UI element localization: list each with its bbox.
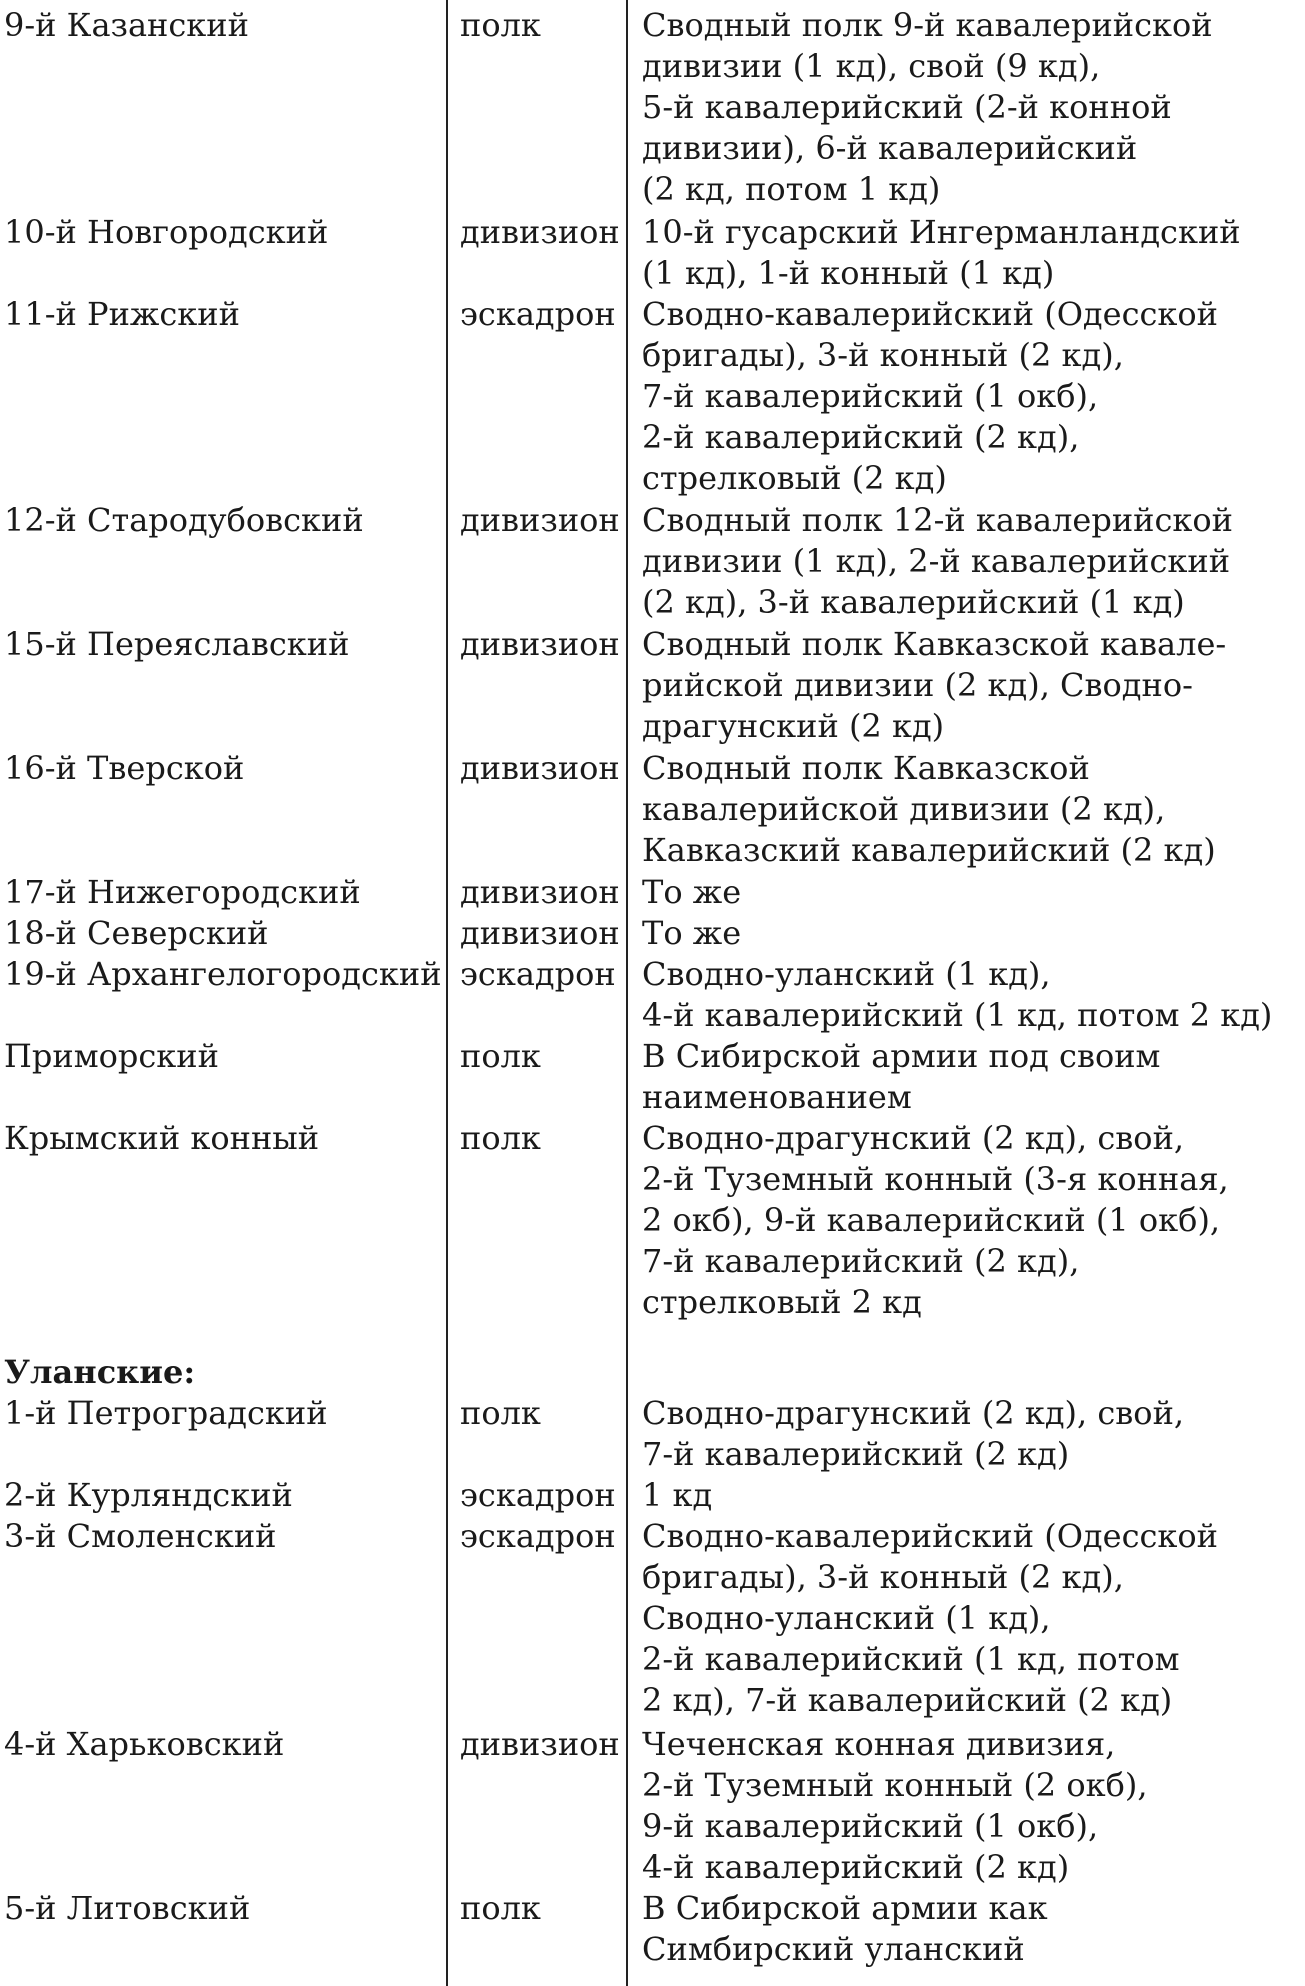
row-description-line: дивизии), 6-й кавалерийский	[642, 129, 1138, 167]
row-description-line: 4-й кавалерийский (1 кд, потом 2 кд)	[642, 996, 1273, 1034]
row-unit: дивизион	[460, 213, 620, 251]
column-divider-left	[446, 0, 448, 1986]
row-description-line: Сводно-кавалерийский (Одесской	[642, 1517, 1218, 1555]
row-unit: полк	[460, 1889, 541, 1927]
row-name: Приморский	[4, 1037, 219, 1075]
row-description-line: Симбирский уланский	[642, 1930, 1025, 1968]
row-description-line: Сводный полк Кавказской кавале-	[642, 625, 1227, 663]
row-description-line: (2 кд), 3-й кавалерийский (1 кд)	[642, 583, 1185, 621]
row-description-line: Сводно-драгунский (2 кд), свой,	[642, 1394, 1185, 1432]
row-unit: дивизион	[460, 749, 620, 787]
row-description-line: (2 кд, потом 1 кд)	[642, 170, 941, 208]
row-description-line: 7-й кавалерийский (2 кд),	[642, 1242, 1080, 1280]
column-divider-right	[626, 0, 628, 1986]
row-description-line: 7-й кавалерийский (1 окб),	[642, 377, 1099, 415]
row-unit: полк	[460, 6, 541, 44]
row-description-line: 9-й кавалерийский (1 окб),	[642, 1807, 1099, 1845]
row-name: 1-й Петроградский	[4, 1394, 328, 1432]
row-description-line: драгунский (2 кд)	[642, 707, 945, 745]
row-description-line: кавалерийской дивизии (2 кд),	[642, 790, 1166, 828]
section-heading: Уланские:	[4, 1353, 196, 1391]
row-description-line: стрелковый 2 кд	[642, 1283, 922, 1321]
row-description-line: 2-й Туземный конный (3-я конная,	[642, 1160, 1229, 1198]
row-unit: дивизион	[460, 625, 620, 663]
row-description-line: Сводно-уланский (1 кд),	[642, 955, 1051, 993]
row-unit: дивизион	[460, 914, 620, 952]
row-description-line: дивизии (1 кд), свой (9 кд),	[642, 47, 1101, 85]
row-description-line: 10-й гусарский Ингерманландский	[642, 213, 1241, 251]
row-unit: полк	[460, 1037, 541, 1075]
row-unit: дивизион	[460, 873, 620, 911]
row-description-line: 2-й кавалерийский (2 кд),	[642, 418, 1080, 456]
row-name: 11-й Рижский	[4, 295, 240, 333]
row-name: 2-й Курляндский	[4, 1476, 293, 1514]
row-description-line: То же	[642, 873, 742, 911]
row-description-line: Сводный полк Кавказской	[642, 749, 1090, 787]
row-name: Крымский конный	[4, 1119, 320, 1157]
row-description-line: бригады), 3-й конный (2 кд),	[642, 336, 1124, 374]
row-name: 15-й Переяславский	[4, 625, 350, 663]
row-description-line: Кавказский кавалерийский (2 кд)	[642, 831, 1216, 869]
row-unit: дивизион	[460, 1725, 620, 1763]
row-description-line: Сводно-уланский (1 кд),	[642, 1599, 1051, 1637]
row-description-line: наименованием	[642, 1078, 912, 1116]
row-description-line: 2-й кавалерийский (1 кд, потом	[642, 1640, 1180, 1678]
row-name: 9-й Казанский	[4, 6, 249, 44]
row-description-line: 2 окб), 9-й кавалерийский (1 окб),	[642, 1201, 1221, 1239]
row-description-line: дивизии (1 кд), 2-й кавалерийский	[642, 542, 1231, 580]
row-description-line: 7-й кавалерийский (2 кд)	[642, 1435, 1070, 1473]
row-unit: дивизион	[460, 501, 620, 539]
row-name: 3-й Смоленский	[4, 1517, 277, 1555]
row-description-line: стрелковый (2 кд)	[642, 459, 947, 497]
row-name: 10-й Новгородский	[4, 213, 329, 251]
row-unit: эскадрон	[460, 955, 616, 993]
row-description-line: 2-й Туземный конный (2 окб),	[642, 1766, 1148, 1804]
row-name: 12-й Стародубовский	[4, 501, 364, 539]
row-description-line: 4-й кавалерийский (2 кд)	[642, 1848, 1070, 1886]
row-unit: эскадрон	[460, 1517, 616, 1555]
row-description-line: В Сибирской армии как	[642, 1889, 1048, 1927]
row-unit: эскадрон	[460, 295, 616, 333]
row-unit: полк	[460, 1119, 541, 1157]
row-description-line: 2 кд), 7-й кавалерийский (2 кд)	[642, 1681, 1173, 1719]
row-unit: эскадрон	[460, 1476, 616, 1514]
row-description-line: В Сибирской армии под своим	[642, 1037, 1161, 1075]
row-unit: полк	[460, 1394, 541, 1432]
row-name: 19-й Архангелогородский	[4, 955, 442, 993]
row-description-line: Сводно-кавалерийский (Одесской	[642, 295, 1218, 333]
row-description-line: Сводный полк 12-й кавалерийской	[642, 501, 1233, 539]
row-description-line: То же	[642, 914, 742, 952]
row-description-line: Чеченская конная дивизия,	[642, 1725, 1116, 1763]
row-description-line: (1 кд), 1-й конный (1 кд)	[642, 254, 1055, 292]
row-description-line: Сводный полк 9-й кавалерийской	[642, 6, 1213, 44]
row-description-line: 5-й кавалерийский (2-й конной	[642, 88, 1172, 126]
row-name: 5-й Литовский	[4, 1889, 251, 1927]
row-name: 4-й Харьковский	[4, 1725, 285, 1763]
row-name: 18-й Северский	[4, 914, 269, 952]
row-description-line: рийской дивизии (2 кд), Сводно-	[642, 666, 1193, 704]
row-description-line: 1 кд	[642, 1476, 713, 1514]
row-name: 17-й Нижегородский	[4, 873, 361, 911]
row-description-line: Сводно-драгунский (2 кд), свой,	[642, 1119, 1185, 1157]
row-name: 16-й Тверской	[4, 749, 245, 787]
row-description-line: бригады), 3-й конный (2 кд),	[642, 1558, 1124, 1596]
